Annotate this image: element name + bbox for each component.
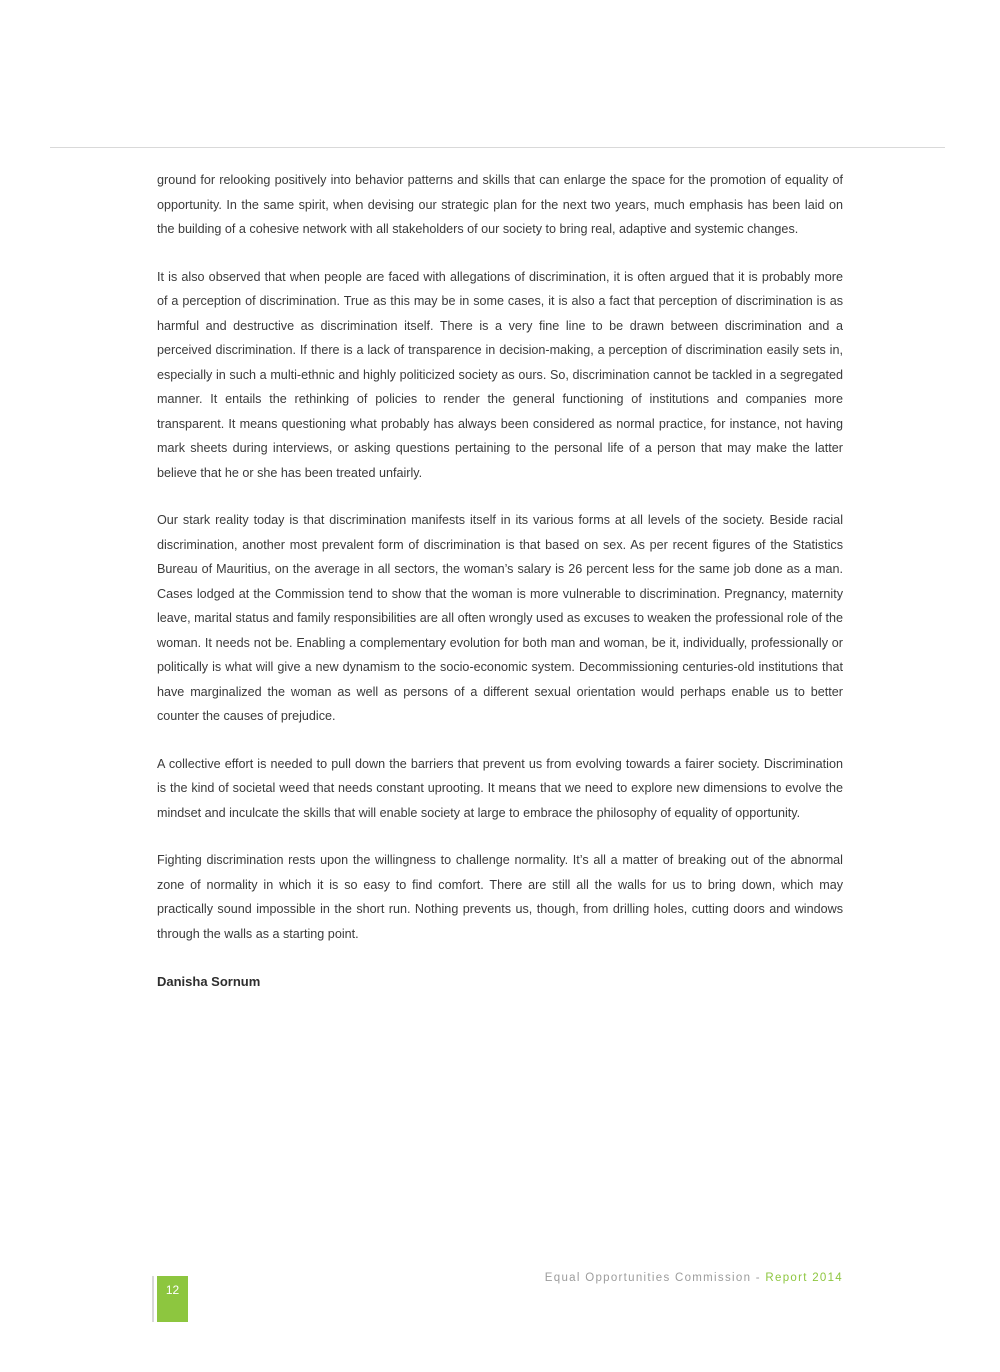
footer-report-year-label: Report 2014 [765, 1272, 843, 1284]
footer-commission-label: Equal Opportunities Commission - [544, 1272, 766, 1284]
body-paragraph: Our stark reality today is that discrimination manifests itself in its various forms at all levels of the society. Beside racial discrimination, another most prevalent form of discrimination is that based on sex. As per recent figures of the Statistics Bureau of Mauritius, on the average in all sectors, the woman’s salary is 26 percent less for the same job done as a man. Cases lodged at the Commission tend to show that the woman is more vulnerable to discrimination. Pregnancy, maternity leave, marital status and family responsibilities are all often wrongly used as excuses to weaken the professional role of the woman. It needs not be. Enabling a complementary evolution for both man and woman, be it, individually, professionally or politically is what will give a new dynamism to the socio-economic system. Decommissioning centuries-old institutions that have marginalized the woman as well as persons of a different sexual orientation would perhaps enable us to better counter the causes of prejudice. [157, 513, 843, 723]
header-divider [50, 147, 945, 148]
body-paragraph: It is also observed that when people are faced with allegations of discrimination, it is often argued that it is probably more of a perception of discrimination. True as this may be in some cases, it is also a fact that perception of discrimination is as harmful and destructive as discrimination itself. There is a very fine line to be drawn between discrimination and a perceived discrimination. If there is a lack of transparence in decision-making, a perception of discrimination easily sets in, especially in such a multi-ethnic and highly politicized society as ours. So, discrimination cannot be tackled in a segregated manner. It entails the rethinking of policies to render the general functioning of institutions and companies more transparent. It means questioning what probably has always been considered as normal practice, for instance, not having mark sheets during interviews, or asking questions pertaining to the personal life of a person that may make the latter believe that he or she has been treated unfairly. [157, 269, 843, 480]
body-paragraph: ground for relooking positively into behavior patterns and skills that can enlarge the space for the promotion of equality of opportunity. In the same spirit, when devising our strategic plan for the next two years, much emphasis has been laid on the building of a cohesive network with all stakeholders of our society to bring real, adaptive and systemic changes. [157, 173, 843, 236]
body-paragraph: A collective effort is needed to pull down the barriers that prevent us from evolving towards a fairer society. Discrimination is the kind of societal weed that needs constant uprooting. It means that we need to explore new dimensions to evolve the mindset and inculcate the skills that will enable society at large to embrace the philosophy of equality of opportunity. [157, 756, 843, 820]
page-body [157, 168, 843, 995]
page-number-badge-shadow [152, 1276, 154, 1322]
body-paragraph: Fighting discrimination rests upon the willingness to challenge normality. It’s all a matter of breaking out of the abnormal zone of normality in which it is so easy to find comfort. There are still all the walls for us to bring down, which may practically sound impossible in the short run. Nothing prevents us, though, from drilling holes, cutting doors and windows through the walls as a starting point. [157, 853, 843, 941]
author-signature: Danisha Sornum [157, 974, 261, 989]
footer [545, 1272, 843, 1284]
page-number-badge: 12 [157, 1276, 188, 1322]
